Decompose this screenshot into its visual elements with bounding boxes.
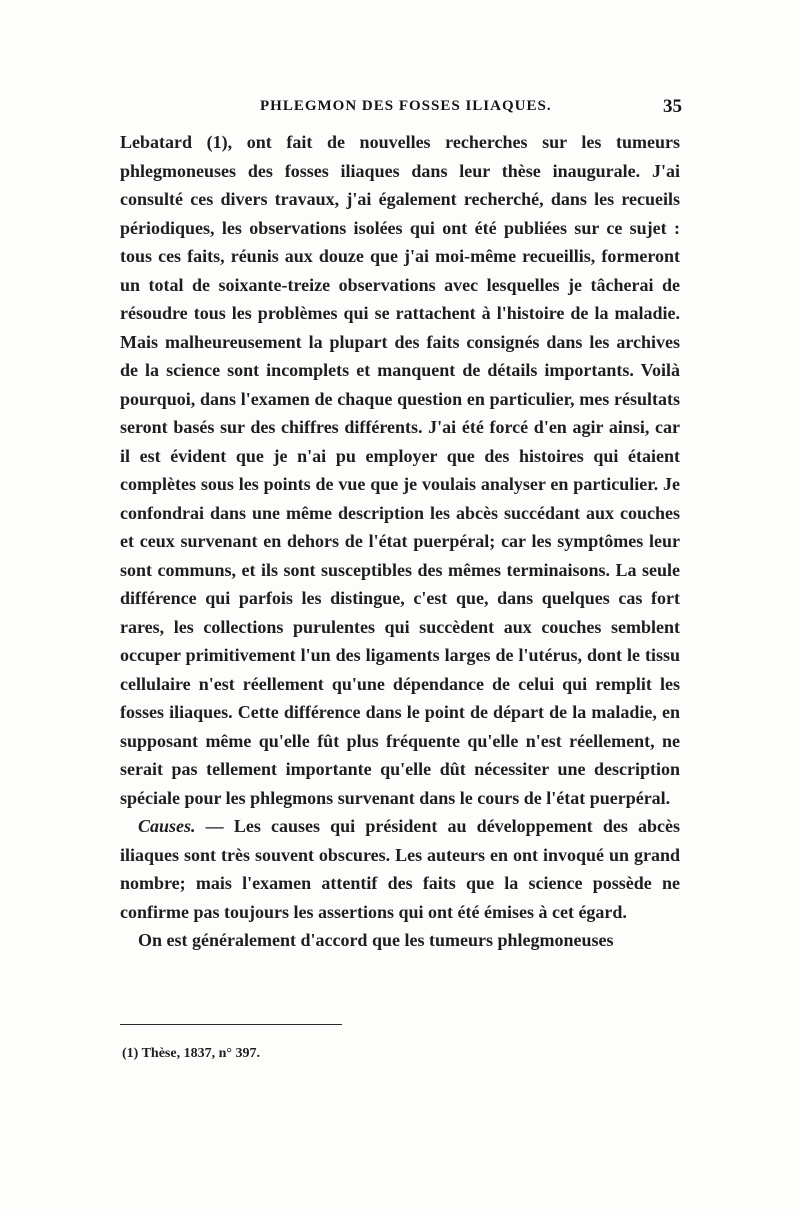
footnote-rule <box>120 1024 342 1025</box>
paragraph-1: Lebatard (1), ont fait de nouvelles recherches sur les tumeurs phlegmoneuses des fosses iliaques dans leur thèse inaugurale. J'ai consulté ces divers travaux, j'ai également recherché, dans les recueils périodiques, les observations isolées qui ont été publiées sur ce sujet : tous ces faits, réunis aux douze que j'ai moi-même recueillis, formeront un total de soixante-treize observations avec lesquelles je tâcherai de résoudre tous les problèmes qui se rattachent à l'histoire de la maladie. Mais malheureusement la plupart des faits consignés dans les archives de la science sont incomplets et manquent de détails importants. Voilà pourquoi, dans l'examen de chaque question en particulier, mes résultats seront basés sur des chiffres différents. J'ai été forcé d'en agir ainsi, car il est évident que je n'ai pu employer que des histoires qui étaient complètes sous les points de vue que je voulais analyser en particulier. Je confondrai dans une même description les abcès succédant aux couches et ceux survenant en dehors de l'état puerpéral; car les symptômes leur sont communs, et ils sont susceptibles des mêmes terminaisons. La seule différence qui parfois les distingue, c'est que, dans quelques cas fort rares, les collections purulentes qui succèdent aux couches semblent occuper primitivement l'un des ligaments larges de l'utérus, dont le tissu cellulaire n'est réellement qu'une dépendance de celui qui remplit les fosses iliaques. Cette différence dans le point de départ de la maladie, en supposant même qu'elle fût plus fréquente qu'elle n'est réellement, ne serait pas tellement importante qu'elle dût nécessiter une description spéciale pour les phlegmons survenant dans le cours de l'état puerpéral. <box>120 132 680 808</box>
running-head <box>120 96 686 124</box>
paragraph-causes <box>120 812 680 926</box>
page-number: 35 <box>663 96 682 117</box>
paragraph-3: On est généralement d'accord que les tumeurs phlegmoneuses <box>138 930 614 950</box>
running-title: PHLEGMON DES FOSSES ILIAQUES. <box>260 98 552 114</box>
causes-heading: Causes. <box>138 816 196 836</box>
body-text <box>120 128 680 955</box>
causes-text: — Les causes qui président au développement des abcès iliaques sont très souvent obscures. Les auteurs en ont invoqué un grand nombre; mais l'examen attentif des faits que la science possède ne confirme pas toujours les assertions qui ont été émises à cet égard. <box>120 816 680 922</box>
footnote: (1) Thèse, 1837, n° 397. <box>122 1046 260 1061</box>
